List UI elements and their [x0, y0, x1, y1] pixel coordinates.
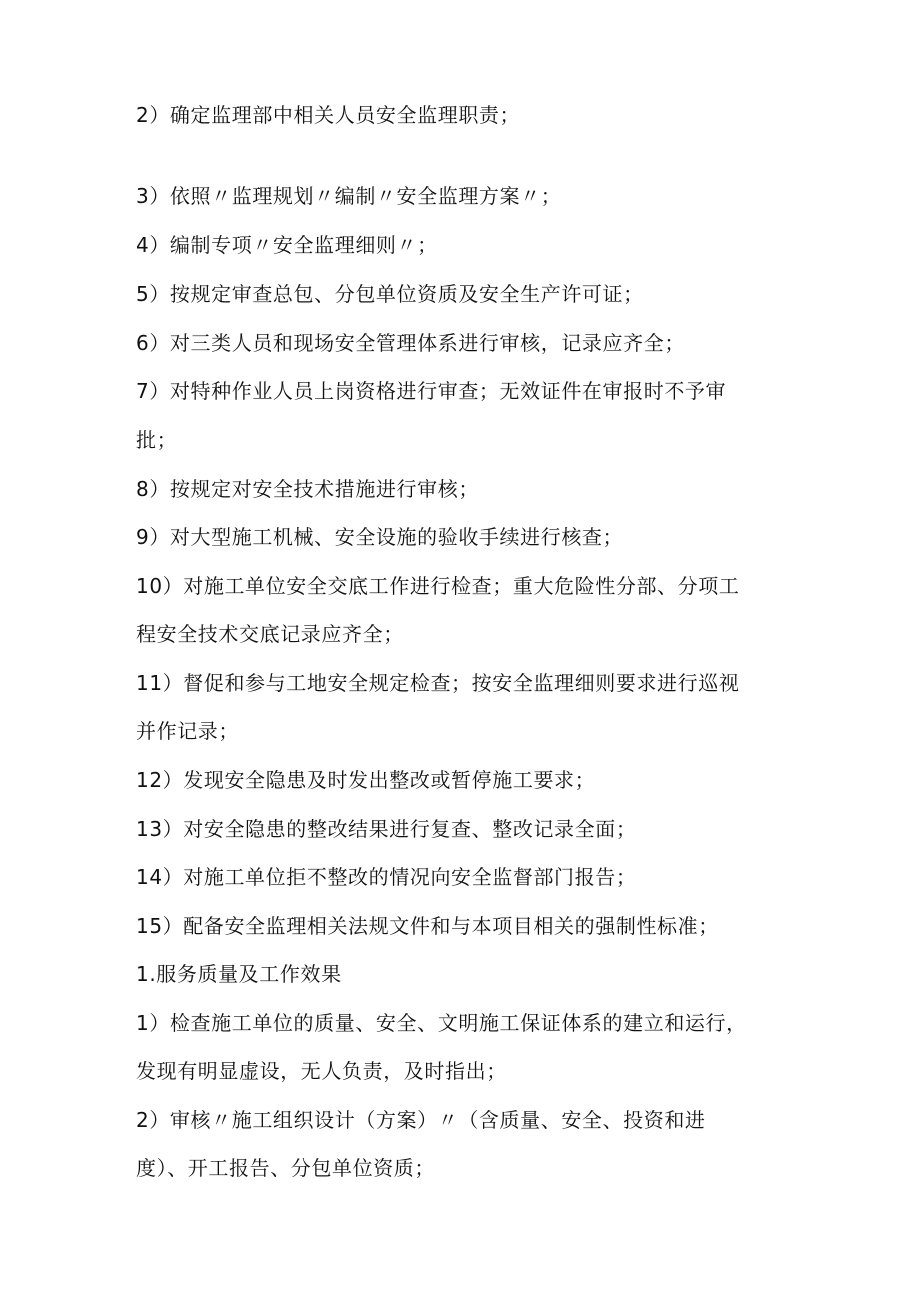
text-line: 2）确定监理部中相关人员安全监理职责； — [136, 103, 521, 127]
text-line: 1）检查施工单位的质量、安全、文明施工保证体系的建立和运行， — [136, 1011, 747, 1035]
text-line: 8）按规定对安全技术措施进行审核； — [136, 477, 479, 501]
text-line: 5）按规定审查总包、分包单位资质及安全生产许可证； — [136, 282, 644, 306]
text-line: 9）对大型施工机械、安全设施的验收手续进行核查； — [136, 525, 624, 549]
text-line: 度）、开工报告、分包单位资质； — [136, 1156, 435, 1180]
text-line: 11）督促和参与工地安全规定检查；按安全监理细则要求进行巡视 — [136, 671, 740, 695]
text-line: 发现有明显虚设，无人负责，及时指出； — [136, 1059, 507, 1083]
text-line: 批； — [136, 428, 178, 452]
text-line: 7）对特种作业人员上岗资格进行审查；无效证件在审报时不予审 — [136, 379, 727, 403]
text-line: 程安全技术交底记录应齐全； — [136, 622, 404, 646]
text-line: 12）发现安全隐患及时发出整改或暂停施工要求； — [136, 768, 596, 792]
text-line: 并作记录； — [136, 719, 239, 743]
text-line: 6）对三类人员和现场安全管理体系进行审核，记录应齐全； — [136, 331, 685, 355]
text-line: 15）配备安全监理相关法规文件和与本项目相关的强制性标准； — [136, 914, 719, 938]
text-line: 3）依照〃监理规划〃编制〃安全监理方案〃； — [136, 184, 562, 208]
text-line: 10）对施工单位安全交底工作进行检查；重大危险性分部、分项工 — [136, 574, 740, 598]
text-line: 13）对安全隐患的整改结果进行复查、整改记录全面； — [136, 817, 637, 841]
section-heading: 1.服务质量及工作效果 — [136, 962, 342, 986]
text-line: 14）对施工单位拒不整改的情况向安全监督部门报告； — [136, 865, 637, 889]
text-line: 2）审核〃施工组织设计（方案）〃（含质量、安全、投资和进 — [136, 1108, 706, 1132]
text-line: 4）编制专项〃安全监理细则〃； — [136, 233, 438, 257]
